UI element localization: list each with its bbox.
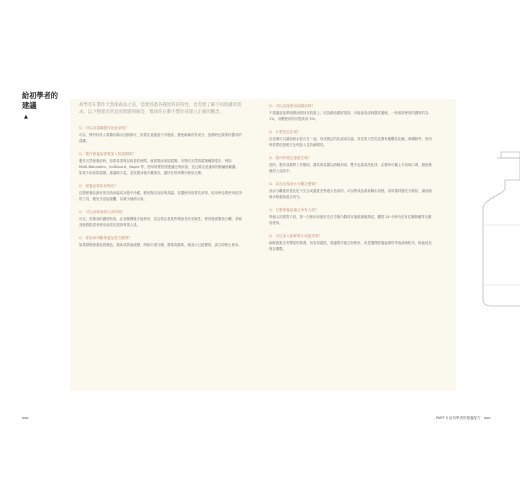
- sidebar-title: 給初學者的建議: [22, 91, 58, 110]
- qa-question: Q：自製保養品適合所有人嗎？: [269, 208, 319, 212]
- qa-answer: 每個人的膚質不同，第一次使用前最好先在手腕內側或耳後做過敏測試，觀察 24 小時內沒有紅腫發癢等反應再使用。: [269, 215, 432, 225]
- qa-item: [269, 155, 432, 174]
- qa-answer: 製作天然保養品時，如果希望保存較長的時間，就需要添加防腐劑。市售的天然防腐劑種類很多，例如 Multi-Naturotics、IndiGuard、Napre 等，使用時要依照建議比例添加，並且要注意適用的酸鹼值範圍。如果不添加防腐劑，建議做少量，並放置冰箱冷藏保存，盡快在短時間內使用完畢。: [79, 158, 239, 175]
- qa-question: Q：什麼是乳化劑？: [269, 130, 301, 134]
- qa-item: [79, 209, 242, 228]
- page-number-left: ooo: [22, 416, 29, 420]
- qa-answer: 可以，將材料放入電鍋內隔水加熱即可，但要注意溫度不可過高，避免破壞有效成分，加熱時也要保持器具的清潔。: [79, 132, 242, 143]
- qa-item: [79, 183, 242, 202]
- qa-answer: 油水分離通常是乳化不完全或溫度差異過大造成的。可以將成品重新隔水加熱，再用攪拌器充分攪拌，讓油相與水相重新混合均勻。: [269, 189, 432, 199]
- right-column: [269, 103, 432, 259]
- bottle-illustration: [475, 150, 520, 310]
- qa-question: Q：製作時要注意衛生嗎？: [269, 156, 312, 160]
- qa-answer: 乳化劑可以讓油和水混合在一起，形成穩定的乳液或乳霜。常見的天然乳化劑有橄欖乳化蠟、卵磷脂等，使用時需要依照配方比例加入並持續攪拌。: [269, 137, 432, 147]
- qa-item: [79, 235, 242, 248]
- qa-answer: 是的，製作前要將工作檯面、器具與容器以酒精消毒，雙手也要清洗乾淨，必要時可戴上手套與口罩，避免雜菌混入成品中。: [269, 163, 432, 173]
- qa-question: Q：可以用精油取代香料嗎？: [79, 209, 125, 214]
- qa-question: Q：可以用電鍋製作化妝品嗎？: [79, 125, 129, 130]
- qa-item: [269, 129, 432, 148]
- qa-question: Q：製作保養品需要加入防腐劑嗎？: [79, 151, 136, 156]
- left-column: [79, 103, 242, 255]
- qa-question: Q：要如何判斷保養品是否變質？: [79, 235, 133, 240]
- qa-answer: 自製保養品最好放在陰涼處或冰箱中冷藏，避免陽光直射與高溫。容器使用前要先消毒，取用時也要使用乾淨的工具，避免手直接接觸，以減少細菌污染。: [79, 190, 242, 201]
- sidebar-bullet: ▲: [24, 114, 28, 120]
- qa-item: [269, 207, 432, 226]
- page-number-right: PART 5 給初學者的保養配方 ooo: [436, 416, 491, 420]
- qa-answer: 新鮮蔬果含有豐富的營養，但容易腐敗，建議製作後立即使用，或是選擇經過處理的萃取液與粉末，較能延長保存期限。: [269, 241, 432, 251]
- qa-item: [269, 103, 432, 122]
- qa-question: Q：保養品要如何保存？: [79, 183, 118, 188]
- qa-question: Q：成品出現油水分離怎麼辦？: [269, 182, 319, 186]
- qa-item: [269, 233, 432, 252]
- intro-paragraph: 初學者在製作天然保養品之前，需要熟悉各種原料的特性，也需要了解不同肌膚的需求。以下整理出常見的問題與解答，幫助你在動手製作前建立正確的觀念。: [79, 103, 242, 115]
- qa-answer: 可以，但精油的濃度較高，必須稀釋後才能使用，並且要注意某些精油具有光敏性，使用後需避免日曬。孕婦及敏感肌膚者使用前請先諮詢專業人員。: [79, 216, 242, 227]
- qa-item: [269, 181, 432, 200]
- qa-question: Q：可以加入新鮮果汁或蔬菜嗎？: [269, 234, 323, 238]
- qa-question: Q：可以直接使用純精油嗎？: [269, 104, 315, 108]
- qa-answer: 不建議直接將純精油塗抹在肌膚上，因為精油濃度很高，可能會造成刺激或過敏。一般面部使用的濃度約為 1%，身體使用則可提高到 3%。: [269, 111, 429, 121]
- qa-item: [79, 151, 242, 176]
- qa-answer: 如果發現保養品的顏色、氣味或質地改變，例如出現分層、發霉或酸味，就表示已經變質，請立即停止使用。: [79, 242, 242, 247]
- qa-item: [79, 125, 242, 144]
